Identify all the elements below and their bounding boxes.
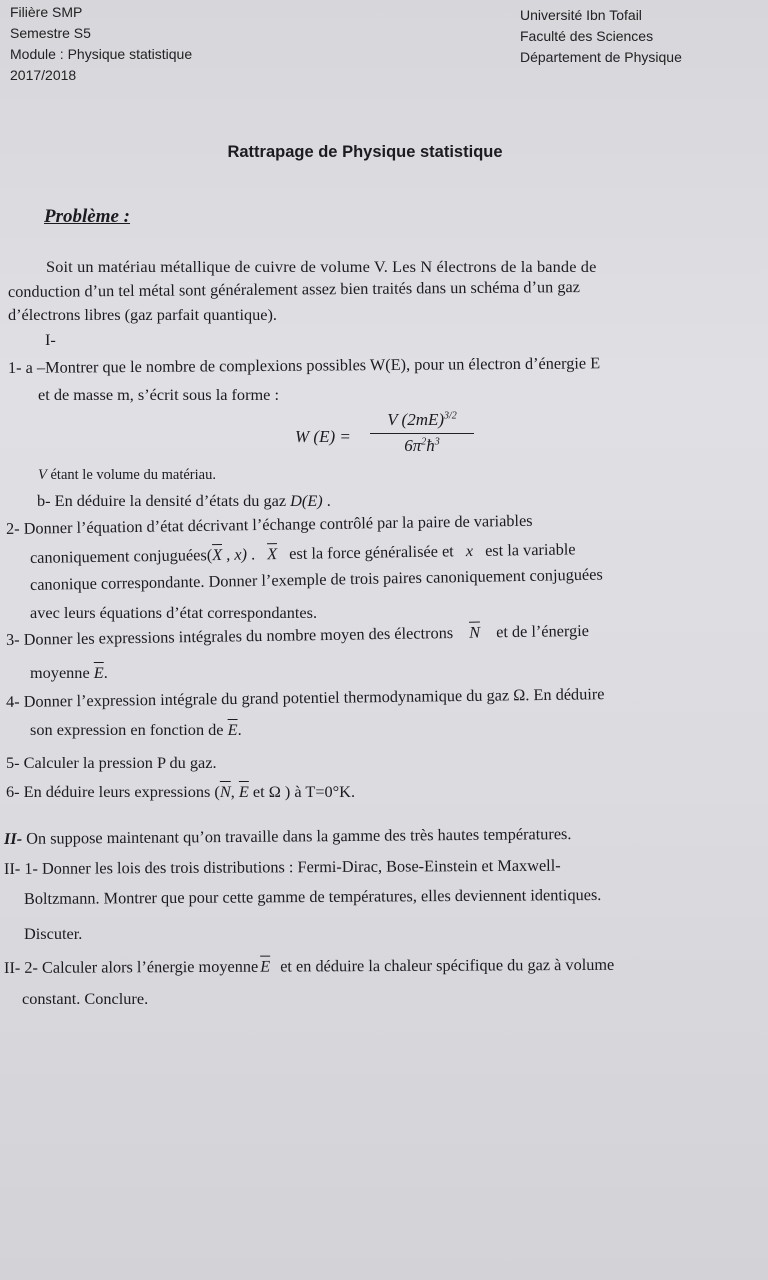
q3-line-2: moyenne $\overline{E}$. — [30, 663, 108, 682]
formula-lhs: W (E) = — [295, 427, 351, 446]
header-year: 2017/2018 — [10, 67, 77, 83]
q2-line-1: 2- Donner l’équation d’état décrivant l’échange contrôlé par la paire de variables — [5, 510, 533, 538]
q1b: b- En déduire la densité d’états du gaz D(E) . — [37, 491, 331, 510]
part-1-label: I- — [45, 330, 56, 349]
part-2-intro: II- On suppose maintenant qu’on travaille dans la gamme des très hautes températures. — [3, 824, 572, 848]
q2-1-line-2: Boltzmann. Montrer que pour cette gamme de températures, elles deviennent identiques. — [23, 884, 602, 908]
q2-1-line-3: Discuter. — [24, 924, 83, 943]
volume-note: V étant le volume du matériau. — [38, 467, 216, 483]
q1a-line-1: 1- a –Montrer que le nombre de complexions possibles W(E), pour un électron d’énergie E — [7, 353, 601, 377]
header-department: Département de Physique — [520, 49, 682, 65]
formula-fraction — [370, 410, 474, 456]
exam-title: Rattrapage de Physique statistique — [227, 143, 503, 161]
q1a-line-2: et de masse m, s’écrit sous la forme : — [38, 385, 279, 404]
q2-line-3: canonique correspondante. Donner l’exemple de trois paires canoniquement conjuguées — [29, 564, 603, 594]
q2-2-line-1: II- 2- Calculer alors l’énergie moyenne $\overline{E}$ et en déduire la chaleur spécifique du gaz à volume — [3, 954, 615, 977]
fraction-bar — [370, 433, 474, 434]
q3-line-1: 3- Donner les expressions intégrales du nombre moyen des électrons $\overline{N}$ et de l’énergie — [5, 620, 590, 649]
q6: 6- En déduire leurs expressions ($\overline{N}$, $\overline{E}$ et Ω ) à T=0°K. — [6, 782, 356, 801]
q2-1-line-1: II- 1- Donner les lois des trois distributions : Fermi-Dirac, Bose-Einstein et Maxwell- — [3, 855, 561, 878]
q5: 5- Calculer la pression P du gaz. — [6, 753, 217, 772]
q2-line-2: canoniquement $conjuguées(\overline{X}$ , x) . $\overline{X}$ est la force généralisée et x est la variable — [29, 539, 576, 567]
header-university: Université Ibn Tofail — [520, 7, 642, 23]
q2-2-line-2: constant. Conclure. — [22, 989, 149, 1008]
q4-line-1: 4- Donner l’expression intégrale du grand potentiel thermodynamique du gaz Ω. En déduire — [5, 684, 605, 711]
header-left — [10, 2, 192, 86]
header-module: Module : Physique statistique — [10, 46, 193, 62]
intro-line-1: Soit un matériau métallique de cuivre de volume V. Les N électrons de la bande de — [46, 257, 597, 276]
q2-line-4: avec leurs équations d’état correspondantes. — [30, 603, 318, 622]
part-2-label: II- — [3, 828, 23, 848]
formula-numerator: V $(2mE)^{3/2}$ — [387, 410, 457, 429]
q4-line-2: son expression en fonction de $\overline{E}$. — [30, 720, 242, 739]
formula-denominator: $6\pi^2ħ^3$ — [404, 436, 440, 455]
header-faculty: Faculté des Sciences — [520, 28, 654, 44]
problem-heading: Problème : — [44, 206, 131, 227]
header-right — [520, 5, 682, 68]
intro-line-3: d’électrons libres (gaz parfait quantique). — [8, 305, 277, 324]
header-filiere: Filière SMP — [10, 4, 83, 20]
intro-line-2: conduction d’un tel métal sont généralement assez bien traités dans un schéma d’un gaz — [7, 277, 580, 301]
header-semestre: Semestre S5 — [10, 25, 91, 41]
